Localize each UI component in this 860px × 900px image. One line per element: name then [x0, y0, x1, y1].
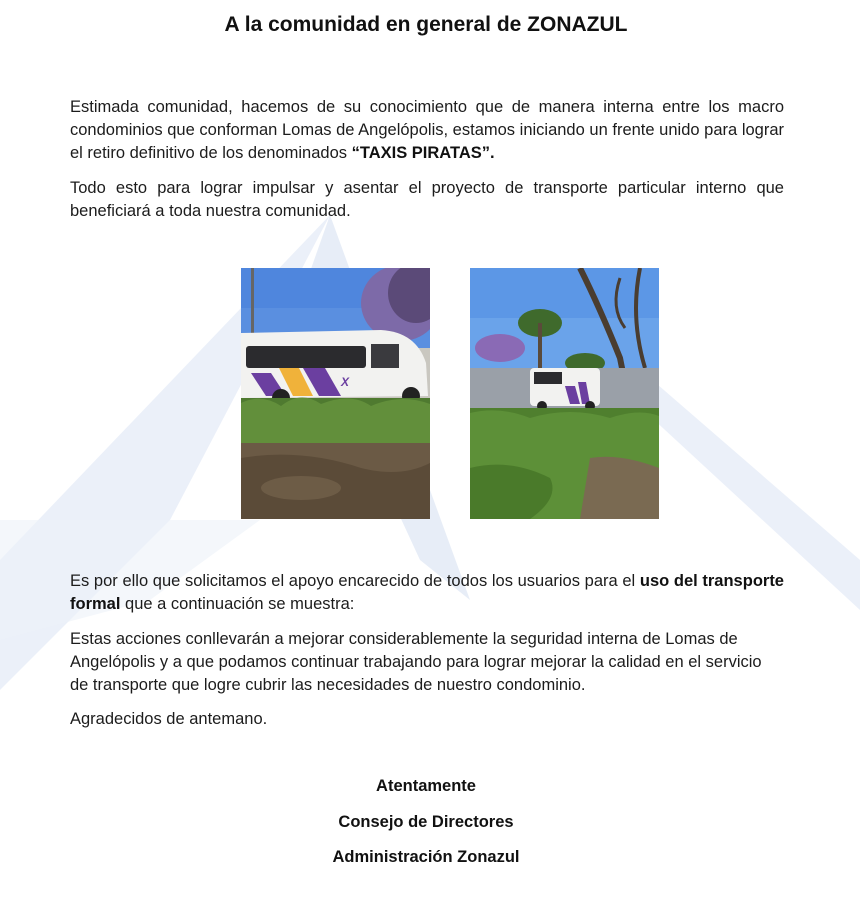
- svg-text:X: X: [341, 375, 350, 389]
- paragraph-purpose: Todo esto para lograr impulsar y asentar el proyecto de transporte particular interno que beneficiará a toda nuestra comunidad.: [70, 179, 784, 220]
- letter-title: A la comunidad en general de ZONAZUL: [224, 13, 628, 36]
- paragraph-request: [70, 570, 784, 616]
- paragraph-request-bold: uso del transporte formal: [70, 572, 784, 613]
- paragraph-intro-bold: “TAXIS PIRATAS”.: [351, 144, 495, 162]
- paragraph-intro: [70, 96, 784, 165]
- paragraph-thanks: Agradecidos de antemano.: [70, 710, 268, 728]
- signature-administration: Administración Zonazul: [332, 848, 520, 866]
- paragraph-benefits: Estas acciones conllevarán a mejorar considerablemente la seguridad interna de Lomas de Angelópolis y a que podamos continuar trabajando para lograr mejorar la calidad en el servicio de transporte que logre cubrir las necesidades de nuestro condominio.: [70, 630, 762, 694]
- photo-van-right: [470, 268, 659, 519]
- photo-van-left: [241, 268, 430, 519]
- signature-closing: Atentamente: [376, 777, 476, 795]
- paragraph-request-tail: que a continuación se muestra:: [120, 595, 355, 613]
- signature-council: Consejo de Directores: [338, 813, 514, 831]
- paragraph-request-text: Es por ello que solicitamos el apoyo encarecido de todos los usuarios para el: [70, 572, 640, 590]
- paragraph-intro-text: Estimada comunidad, hacemos de su conocimiento que de manera interna entre los macro condominios que conforman Lomas de Angelópolis, estamos iniciando un frente unido para lograr el retiro definitivo de los denominados: [70, 98, 784, 162]
